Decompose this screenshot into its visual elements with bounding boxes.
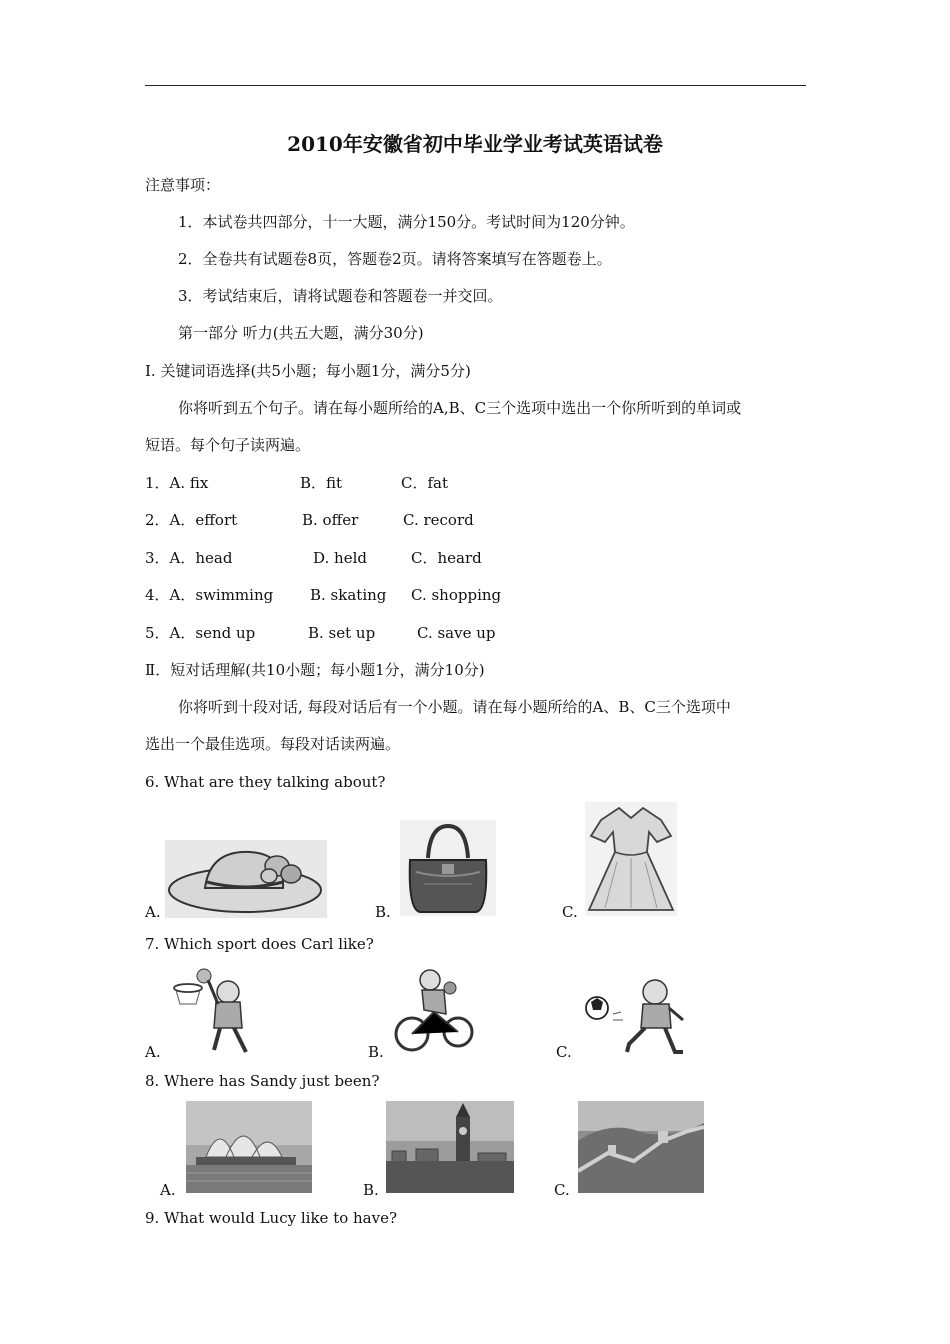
basketball-picture bbox=[170, 966, 254, 1056]
q2-option-a: 2．A．effort bbox=[145, 511, 238, 529]
q7-option-a: A. bbox=[145, 1043, 161, 1061]
q4-option-c: C. shopping bbox=[411, 586, 502, 604]
section2-instruction-1: 你将听到十段对话, 每段对话后有一个小题。请在每小题所给的A、B、C三个选项中 bbox=[178, 698, 731, 716]
q6-text: 6. What are they talking about? bbox=[145, 773, 386, 791]
q3-option-c: C．heard bbox=[411, 549, 482, 567]
page-title: 2010年安徽省初中毕业学业考试英语试卷 bbox=[287, 132, 663, 156]
hat-picture bbox=[165, 840, 327, 918]
q1-option-b: B．fit bbox=[300, 474, 343, 492]
q7-option-c: C. bbox=[556, 1043, 572, 1061]
q7-text: 7. Which sport does Carl like? bbox=[145, 935, 374, 953]
q9-text: 9. What would Lucy like to have? bbox=[145, 1209, 398, 1227]
q1-option-c: C．fat bbox=[401, 474, 448, 492]
notice-1: 1．本试卷共四部分，十一大题，满分150分。考试时间为120分钟。 bbox=[178, 213, 635, 231]
part1-heading: 第一部分 听力(共五大题，满分30分) bbox=[178, 324, 424, 342]
q8-option-c: C. bbox=[554, 1181, 570, 1199]
q2-option-c: C. record bbox=[403, 511, 474, 529]
cycling-picture bbox=[392, 966, 476, 1056]
q8-option-a: A. bbox=[160, 1181, 176, 1199]
q6-option-a: A. bbox=[145, 903, 161, 921]
q3-option-a: 3．A．head bbox=[145, 549, 233, 567]
header-rule bbox=[145, 85, 806, 86]
section1-instruction-2: 短语。每个句子读两遍。 bbox=[145, 436, 311, 454]
section1-instruction-1: 你将听到五个句子。请在每小题所给的A,B、C三个选项中选出一个你所听到的单词或 bbox=[178, 399, 742, 417]
q5-option-b: B. set up bbox=[308, 624, 376, 642]
section1-heading: I. 关键词语选择(共5小题；每小题1分，满分5分) bbox=[145, 362, 471, 380]
q6-option-c: C. bbox=[562, 903, 578, 921]
q7-option-b: B. bbox=[368, 1043, 384, 1061]
q4-option-a: 4．A．swimming bbox=[145, 586, 274, 604]
notice-2: 2．全卷共有试题卷8页，答题卷2页。请将答案填写在答题卷上。 bbox=[178, 250, 612, 268]
dress-picture bbox=[585, 802, 677, 916]
q6-option-b: B. bbox=[375, 903, 391, 921]
q4-option-b: B. skating bbox=[310, 586, 387, 604]
notice-heading: 注意事项： bbox=[145, 176, 221, 194]
great-wall-picture bbox=[578, 1101, 704, 1193]
big-ben-picture bbox=[386, 1101, 514, 1193]
section2-heading: Ⅱ．短对话理解(共10小题；每小题1分，满分10分) bbox=[145, 661, 485, 679]
notice-3: 3．考试结束后，请将试题卷和答题卷一并交回。 bbox=[178, 287, 503, 305]
q3-option-b: D. held bbox=[313, 549, 367, 567]
handbag-picture bbox=[400, 820, 496, 916]
q1-option-a: 1．A. fix bbox=[145, 474, 209, 492]
football-picture bbox=[583, 974, 693, 1056]
q8-text: 8. Where has Sandy just been? bbox=[145, 1072, 380, 1090]
q5-option-a: 5．A．send up bbox=[145, 624, 256, 642]
opera-house-picture bbox=[186, 1101, 312, 1193]
q5-option-c: C. save up bbox=[417, 624, 496, 642]
section2-instruction-2: 选出一个最佳选项。每段对话读两遍。 bbox=[145, 735, 401, 753]
q8-option-b: B. bbox=[363, 1181, 379, 1199]
q2-option-b: B. offer bbox=[302, 511, 359, 529]
